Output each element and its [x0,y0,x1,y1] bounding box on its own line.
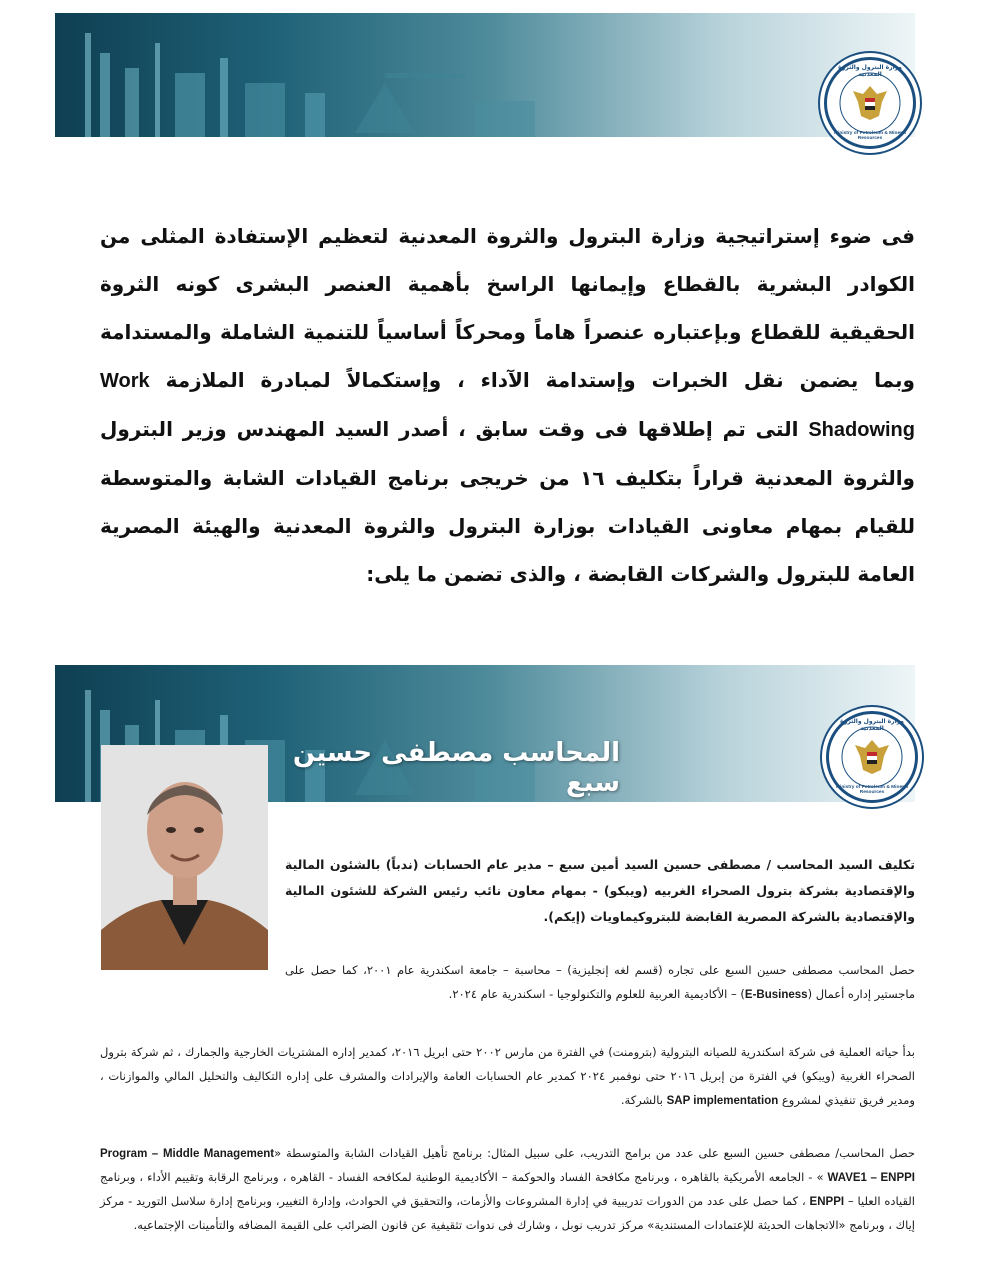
training-english-term-3: ENPPI [809,1196,845,1208]
logo-english-text: Ministry of Petroleum & Mineral Resources [834,131,906,141]
intro-text-part2: التى تم إطلاقها فى وقت سابق ، أصدر السيد المهندس وزير البترول والثروة المعدنية قراراً بتكليف ١٦ من خريجى برنامج القيادات الشابة والمتوسطة للقيام بمهام معاونى القيادات بوزارة البترول والثروة المعدنية والهيئة المصرية العامة للبترول والشركات القابضة ، والذى تضمن ما يلى: [100,417,915,586]
portrait-image [101,745,268,970]
profile-photo [101,745,268,970]
logo-arabic-text: وزارة البترول والثروة المعدنية [840,718,904,732]
profile-name: المحاسب مصطفى حسين سبع [292,738,620,798]
training-english-term-1: Middle Management [162,1148,275,1160]
education-text-part2: ) – الأكاديمية العربية للعلوم والتكنولوجيا - اسكندرية عام ٢٠٢٤. [448,987,745,1001]
career-paragraph [100,1040,915,1113]
logo-english-text: Ministry of Petroleum & Mineral Resources [836,785,908,795]
training-text-part2: » - الجامعه الأمريكية بالقاهره ، وبرنامج مكافحة الفساد والحوكمة – الأكاديمية الوطنية لمكافحه الفساد - القاهره ، وبرنامج الرقابة وتقييم الأداء ، وبرنامج القياده العليا – [100,1170,915,1208]
intro-text-part1: فى ضوء إستراتيجية وزارة البترول والثروة المعدنية لتعظيم الإستفادة المثلى من الكوادر البشرية بالقطاع وإيمانها الراسخ بأهمية العنصر البشرى كونه الثروة الحقيقية للقطاع وبإعتباره عنصراً هاماً ومحركاً أساسياً للتنمية الشاملة والمستدامة وبما يضمن نقل الخبرات وإستدامة الآداء ، وإستكمالاً لمبادرة الملازمة [100,224,915,392]
training-text-part1: حصل المحاسب/ مصطفى حسين السبع على عدد من برامج التدريب، على سبيل المثال: برنامج تأهيل القيادات الشابة والمتوسطة « [274,1146,916,1160]
education-text-part1: حصل المحاسب مصطفى حسين السبع على تجاره (قسم لغه إنجليزية) – محاسبة – جامعة اسكندرية عام ٢٠٠١، كما حصل على ماجستير إداره أعمال ( [285,963,915,1001]
training-text-part3: ، كما حصل على عدد من الدورات تدريبية في إدارة المشروعات والأزمات، والتحقيق في الحوادث، وإدارة التغيير، وبرنامج إدارة سلاسل التوريد - مركز إياك ، وبرنامج «الاتجاهات الحديثة للإعتمادات المستندية» مركز تدريب نوبل ، وشارك فى ندوات تثقيفية عن قانون الضرائب على القيمة المضافه والتأمينات الإجتماعيه. [100,1194,915,1232]
education-english-term: E-Business [744,989,808,1001]
intro-paragraph [100,212,915,598]
ministry-logo [824,57,916,149]
career-text-part1: بدأ حياته العملية فى شركة اسكندرية للصيانه البترولية (بترومنت) في الفترة من مارس ٢٠٠٢ حتى ابريل ٢٠١٦، كمدير إداره المشتريات الخارجية والجمارك ، ثم شركة بترول الصحراء الغربية (ويبكو) في الفترة من إبريل ٢٠١٦ حتى نوفمبر ٢٠٢٤ كمدير عام الحسابات العامة والإيرادات والمشرف على إداره التكاليف والتحليل المالي والموازنات ، ومدير فريق تنفيذي لمشروع [100,1045,915,1107]
intro-english-term: Work Shadowing [100,370,915,441]
logo-arabic-text: وزارة البترول والثروة المعدنية [838,64,902,78]
refinery-skyline-graphic [55,13,615,137]
career-english-term: SAP implementation [666,1095,779,1107]
career-text-part2: بالشركة. [620,1093,663,1107]
ministry-logo [826,711,918,803]
header-banner [55,13,915,137]
training-paragraph [100,1142,915,1237]
training-english-term-2: Program – WAVE1 – ENPPI [100,1148,915,1184]
assignment-paragraph: تكليف السيد المحاسب / مصطفى حسين السيد أمين سبع – مدير عام الحسابات (ندباً) بالشئون المالية والإقتصادية بشركة بترول الصحراء الغربيه (ويبكو) - بمهام معاون نائب رئيس الشركة للشئون المالية والإقتصادية بالشركة المصرية القابضة للبتروكيماويات (إيكم). [285,857,915,924]
education-paragraph [285,958,915,1007]
